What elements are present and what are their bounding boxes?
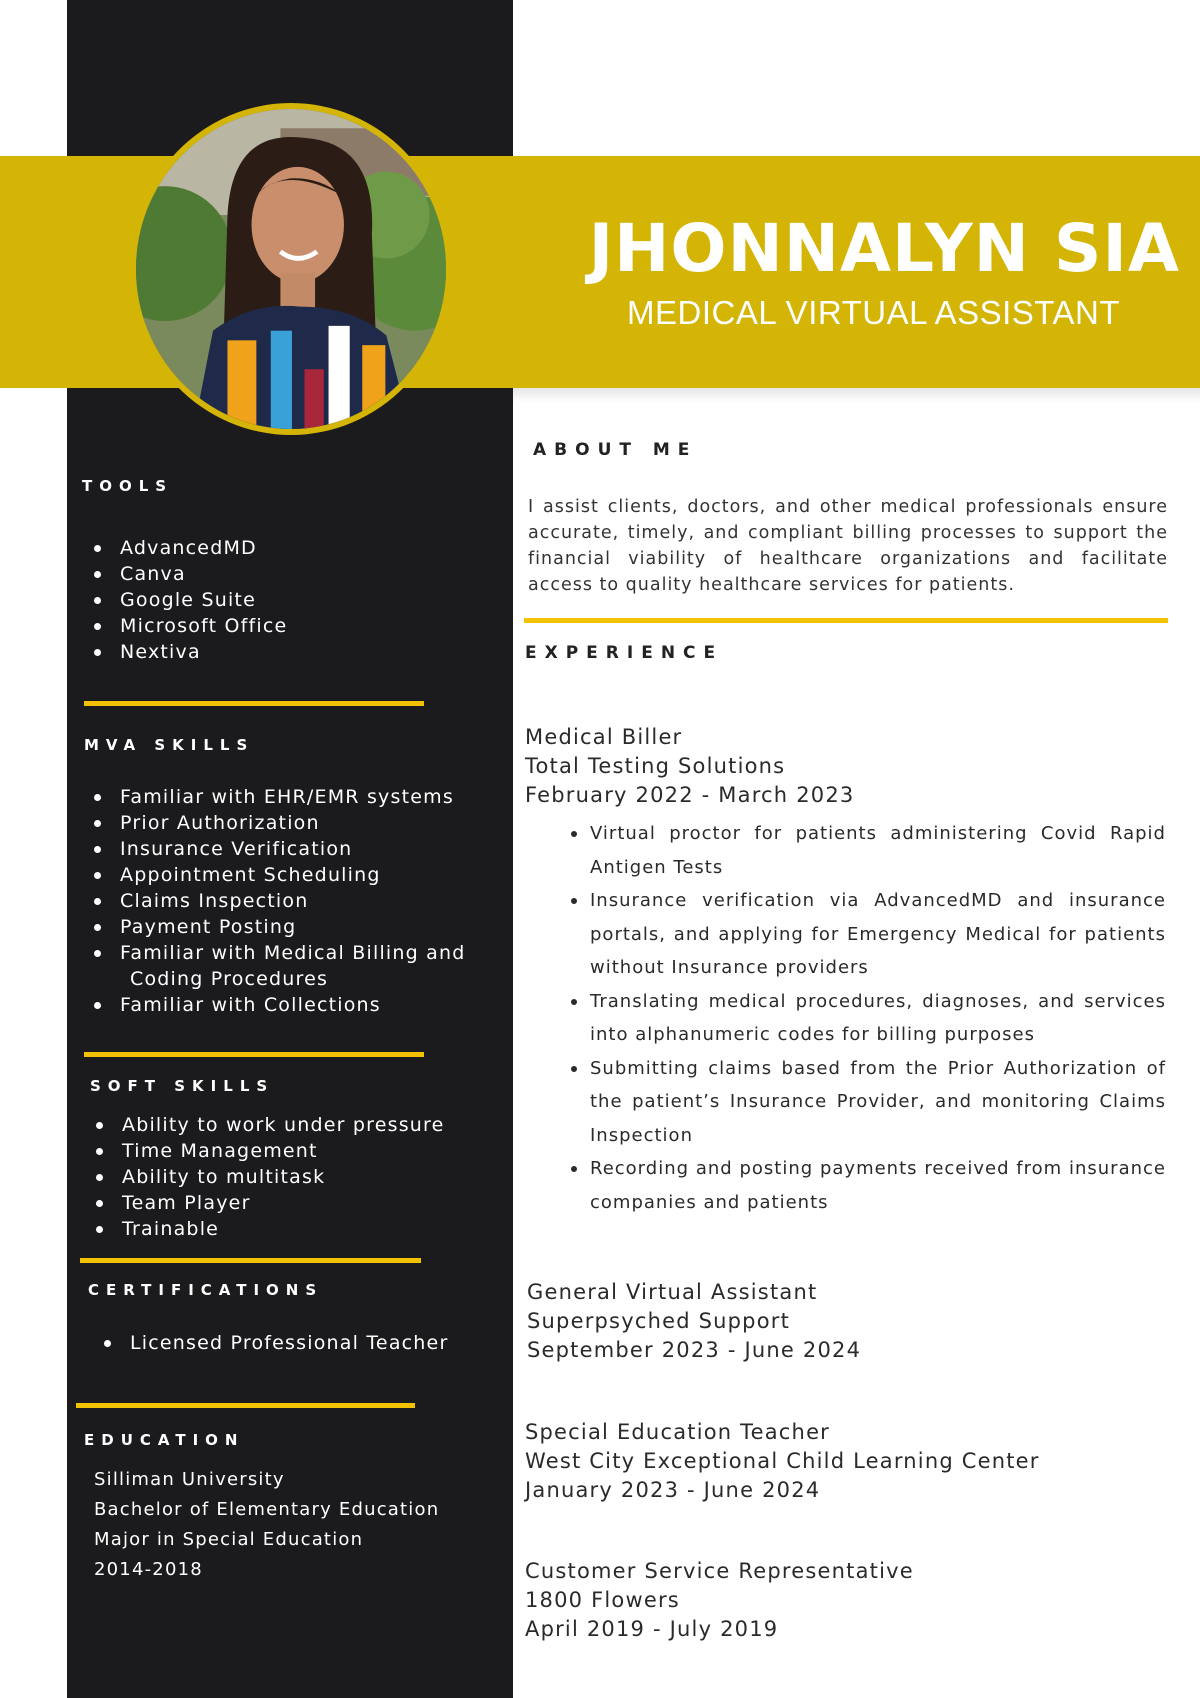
soft-skills-list bbox=[90, 1112, 445, 1242]
duty-item: Virtual proctor for patients administering Covid Rapid Antigen Tests bbox=[590, 817, 1166, 884]
banner-shadow bbox=[513, 388, 1200, 402]
duty-item: Submitting claims based from the Prior Authorization of the patient’s Insurance Provider, and monitoring Claims Inspection bbox=[590, 1052, 1166, 1153]
job-duties-list bbox=[590, 817, 1166, 1219]
section-divider bbox=[84, 1052, 424, 1057]
section-divider bbox=[80, 1258, 421, 1263]
about-heading: ABOUT ME bbox=[533, 440, 698, 460]
list-item: Google Suite bbox=[88, 587, 287, 613]
list-item: Nextiva bbox=[88, 639, 287, 665]
duty-item: Recording and posting payments received from insurance companies and patients bbox=[590, 1152, 1166, 1219]
section-divider bbox=[84, 701, 424, 706]
duty-item: Translating medical procedures, diagnoses, and services into alphanumeric codes for billing purposes bbox=[590, 985, 1166, 1052]
education-details bbox=[94, 1465, 439, 1585]
list-item: Trainable bbox=[90, 1216, 445, 1242]
job-title: Medical Biller bbox=[525, 725, 683, 749]
mva-skills-heading: MVA SKILLS bbox=[84, 736, 255, 754]
job-entry bbox=[525, 1418, 1040, 1505]
job-entry bbox=[525, 1557, 914, 1644]
job-company: 1800 Flowers bbox=[525, 1588, 680, 1612]
list-item: Claims Inspection bbox=[88, 888, 465, 914]
list-item-continuation: Coding Procedures bbox=[130, 968, 329, 990]
list-item: Ability to work under pressure bbox=[90, 1112, 445, 1138]
list-item: Appointment Scheduling bbox=[88, 862, 465, 888]
job-dates: February 2022 - March 2023 bbox=[525, 783, 855, 807]
tools-heading: TOOLS bbox=[82, 477, 174, 495]
experience-heading: EXPERIENCE bbox=[525, 643, 724, 663]
job-title: Special Education Teacher bbox=[525, 1420, 831, 1444]
job-company: Total Testing Solutions bbox=[525, 754, 786, 778]
list-item bbox=[88, 940, 465, 992]
candidate-role: MEDICAL VIRTUAL ASSISTANT bbox=[627, 294, 1120, 331]
education-major: Major in Special Education bbox=[94, 1529, 364, 1550]
profile-photo bbox=[130, 103, 452, 435]
section-divider bbox=[76, 1403, 415, 1408]
job-entry bbox=[527, 1278, 861, 1365]
list-item-line: Familiar with Medical Billing and bbox=[120, 942, 466, 964]
certifications-list bbox=[98, 1330, 448, 1356]
list-item: AdvancedMD bbox=[88, 535, 287, 561]
education-heading: EDUCATION bbox=[84, 1431, 245, 1449]
tools-list bbox=[88, 535, 287, 665]
list-item: Canva bbox=[88, 561, 287, 587]
list-item: Payment Posting bbox=[88, 914, 465, 940]
education-years: 2014-2018 bbox=[94, 1559, 203, 1580]
job-title: Customer Service Representative bbox=[525, 1559, 914, 1583]
job-title: General Virtual Assistant bbox=[527, 1280, 818, 1304]
job-dates: April 2019 - July 2019 bbox=[525, 1617, 779, 1641]
list-item: Microsoft Office bbox=[88, 613, 287, 639]
section-divider bbox=[524, 618, 1168, 623]
list-item: Familiar with Collections bbox=[88, 992, 465, 1018]
job-dates: September 2023 - June 2024 bbox=[527, 1338, 862, 1362]
list-item: Team Player bbox=[90, 1190, 445, 1216]
duty-item: Insurance verification via AdvancedMD and insurance portals, and applying for Emergency Medical for patients without Insurance providers bbox=[590, 884, 1166, 985]
certifications-heading: CERTIFICATIONS bbox=[88, 1281, 324, 1299]
soft-skills-heading: SOFT SKILLS bbox=[90, 1077, 275, 1095]
job-dates: January 2023 - June 2024 bbox=[525, 1478, 821, 1502]
mva-skills-list bbox=[88, 784, 465, 1018]
job-company: West City Exceptional Child Learning Center bbox=[525, 1449, 1040, 1473]
about-text: I assist clients, doctors, and other medical professionals ensure accurate, timely, and compliant billing processes to support the financial viability of healthcare organizations and facilitate access to quality healthcare services for patients. bbox=[528, 497, 1168, 595]
list-item: Time Management bbox=[90, 1138, 445, 1164]
list-item: Prior Authorization bbox=[88, 810, 465, 836]
education-degree: Bachelor of Elementary Education bbox=[94, 1499, 440, 1520]
list-item: Ability to multitask bbox=[90, 1164, 445, 1190]
job-company: Superpsyched Support bbox=[527, 1309, 791, 1333]
candidate-name: JHONNALYN SIA bbox=[588, 210, 1180, 287]
list-item: Insurance Verification bbox=[88, 836, 465, 862]
education-school: Silliman University bbox=[94, 1469, 285, 1490]
job-entry bbox=[525, 723, 854, 810]
list-item: Licensed Professional Teacher bbox=[98, 1330, 448, 1356]
list-item: Familiar with EHR/EMR systems bbox=[88, 784, 465, 810]
